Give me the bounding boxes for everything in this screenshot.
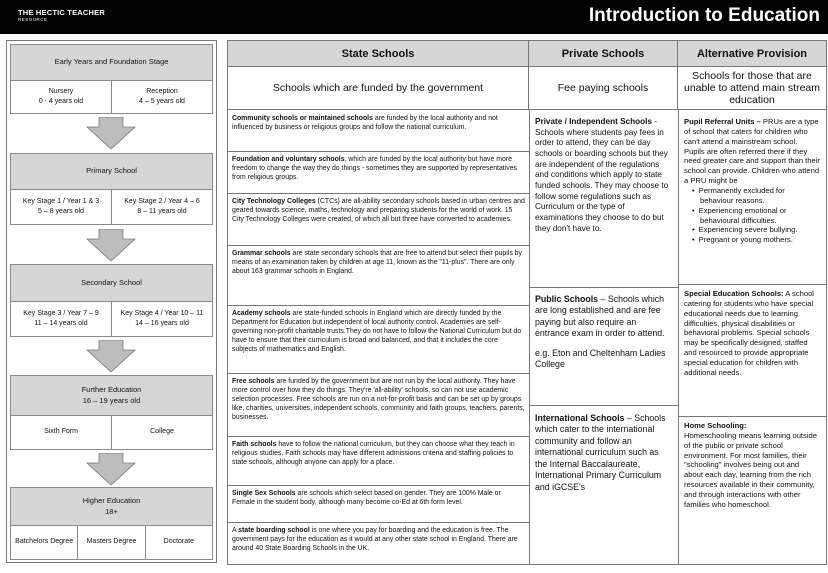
row-text: - Schools where students pay fees in order to attend, they can be day schools or boarding schools but they are independent of the regulations and conditions which apply to state funded schools. They may choose to follow some regulations such as Curriculum or the type of examinations they choose to do but they don't have to. [535,117,669,233]
list-item: • Pregnant or young mothers. [690,235,820,245]
state-row-faith [228,439,529,470]
stage-cell-masters [77,526,144,559]
state-row-boarding [228,525,529,556]
row-text: are state-funded schools in England which are directly funded by the Department for Education but independent of local authority control. Academies are self-governing non-profit charitable trusts.They do not have to follow the National Curriculum but do have to ensure that their curriculum is broad and balanced, and that it includes the core subjects of mathematics and English. [232,310,522,353]
row-prefix: A [232,527,239,534]
cell-label: Key Stage 2 / Year 4 – 6 [124,197,200,205]
row-heading: state boarding school [238,527,310,534]
list-item: • Experiencing emotional or behavioural difficulties. [690,206,820,226]
cell-age: 0 - 4 years old [38,98,84,105]
stage-cell-ks1 [11,190,111,224]
stage-primary [10,153,213,225]
row-divider [678,284,826,285]
cell-label: Reception [146,87,178,95]
row-text: (CTCs) are all-ability secondary schools based in urban centres and geared towards science, maths, technology and preparing students for the world of work. 15 City Technology Colleges were created, of which all but three have converted to academies. [232,198,525,223]
row-text: are state secondary schools that are free to attend but select their pupils by means of an examination taken by children at age 11, known as the "11-plus". There are only about 163 grammar schools in England. [232,250,522,275]
stage-cell-ks4 [111,302,212,336]
cell-label: Sixth Form [44,428,78,436]
stage-cell-nursery [11,81,111,113]
list-item: • Permanently excluded for behaviour reasons. [690,186,820,206]
cell-label: College [150,428,174,436]
row-divider [228,151,529,152]
stage-title: Further Education [81,385,142,395]
stage-title: Early Years and Foundation Stage [11,45,212,81]
alt-row-pru [678,115,826,247]
row-heading: Grammar schools [232,250,291,257]
cell-age: 5 – 8 years old [38,208,84,215]
row-heading: Public Schools [535,294,599,304]
row-heading: Home Schooling: [684,421,747,430]
state-row-academy [228,308,529,357]
row-heading: City Technology Colleges [232,198,316,205]
stage-higher [10,487,213,560]
stage-title-block [11,376,212,416]
stage-cell-reception [111,81,212,113]
row-heading: Faith schools [232,441,277,448]
row-divider [228,522,529,523]
private-row-public [529,292,678,373]
row-heading: Foundation and voluntary schools [232,156,345,163]
row-heading: Special Education Schools: [684,289,784,298]
row-heading: Private / Independent Schools [535,117,652,126]
row-text: is one where you pay for boarding and the education is free. The government pays for the education as it would at any other state school in England. There are around 40 State Boarding Schools in the UK. [232,527,518,552]
row-divider [678,416,826,417]
row-text: Homeschooling means learning outside of the public or private school environment. For most families, their "schooling" involves being out and about each day, learning from the rich resources available in their community, and through interactions with other families who homeschool. [684,430,817,509]
stage-cell-college [111,416,212,449]
down-arrow-icon [85,229,137,261]
cell-label: Masters Degree [86,538,137,546]
row-text: PRUs are a type of school that caters for children who can't attend a mainstream school. Pupils are often referred there if they need greater care and support than their school can provide. Children who attend a PRU might be [684,117,820,186]
row-divider [529,287,678,288]
cell-label: Key Stage 1 / Year 1 & 3 [22,197,100,205]
row-heading: Single Sex Schools [232,490,296,497]
brand-sub: RESOURCE [18,16,48,22]
row-example: e.g. Eton and Cheltenham Ladies College [535,347,666,370]
column-sub-private: Fee paying schools [529,67,678,110]
state-row-foundation [228,154,529,185]
cell-age: 4 – 5 years old [139,98,185,105]
row-heading: Free schools [232,378,275,385]
column-sub-state: Schools which are funded by the government [228,67,529,110]
column-header-private: Private Schools [529,41,678,67]
stage-title: Secondary School [11,265,212,302]
row-heading: International Schools [535,413,625,423]
row-text: , which are funded by the local authority but have more freedom to change the way they do things - sometimes they are supported by representatives from religious groups. [232,156,517,181]
stage-cell-doctorate [145,526,212,559]
stage-secondary [10,264,213,337]
cell-label: Doctorate [163,538,194,546]
state-row-grammar [228,248,529,279]
cell-label: Key Stage 4 / Year 10 – 11 [120,309,204,317]
row-divider [529,405,678,406]
cell-age: 8 – 11 years old [137,208,187,215]
state-row-community [228,113,529,135]
stage-title: Primary School [11,154,212,190]
brand-name: THE HECTIC TEACHER [18,8,105,17]
cell-age: 11 – 14 years old [34,320,88,327]
down-arrow-icon [85,340,137,372]
column-header-state: State Schools [228,41,529,67]
row-divider [228,373,529,374]
stage-cell-bachelors [11,526,77,559]
private-row-international [529,411,678,495]
stage-further [10,375,213,450]
down-arrow-icon [85,117,137,149]
cell-label: Key Stage 3 / Year 7 – 9 [23,309,99,317]
stage-age: 16 – 19 years old [82,395,141,405]
stage-cell-sixth-form [11,416,111,449]
down-arrow-icon [85,453,137,485]
row-heading: Community schools or maintained schools [232,115,373,122]
row-text: – Schools which cater to the international community and follow an international curriculum such as the Internal Baccalaureate, International Primary Curriculum and iGCSE's [535,413,666,492]
page-header [0,0,828,34]
row-text: – Schools which are long established and are fee paying but also require an entrance exam in order to attend. [535,294,665,339]
row-divider [228,305,529,306]
stage-age: 18+ [105,506,118,516]
list-item: • Experiencing severe bullying. [690,225,820,235]
row-heading: Pupil Referral Units – [684,117,761,126]
row-text: are funded by the local authority and not influenced by business or religious groups and follow the national curriculum. [232,115,498,131]
stage-cell-ks2 [111,190,212,224]
row-text: are funded by the government but are not run by the local authority. They have more control over how they do things. They're 'all-ability' schools, so can not use academic selection processes. Free schools are run on a not-for-profit basis and can be set up by groups like, charities, universities, independent schools, community and faith groups, teachers, parents, businesses. [232,378,525,421]
alt-row-special [678,287,826,380]
alt-row-home [678,419,826,512]
stage-title: Higher Education [82,496,141,506]
row-text: are schools which select based on gender. They are 100% Male or Female in the student body, although many become co-Ed at 6th form level. [232,490,501,506]
row-divider [228,436,529,437]
row-divider [228,193,529,194]
stage-title-block [11,488,212,526]
cell-label: Nursery [48,87,74,95]
stage-cell-ks3 [11,302,111,336]
cell-age: 14 – 16 years old [135,320,189,327]
row-text: A school catering for students who have special educational needs due to learning difficulties, physical disabilities or behavioral problems. Special schools may be specifically designed, staffed and resourced to provide appropriate special education for children with additional needs. [684,289,814,377]
cell-label: Batchelors Degree [15,538,74,546]
row-divider [228,245,529,246]
brand-logo [18,9,105,22]
education-flow [6,40,217,563]
column-sub-alternative: Schools for those that are unable to attend main stream education [678,67,826,110]
state-row-ctc [228,196,529,227]
stage-early-years [10,44,213,114]
private-row-independent [529,115,678,236]
row-heading: Academy schools [232,310,291,317]
row-text: have to follow the national curriculum, but they can choose what they teach in religious studies. Faith schools may have different admissions criteria and staffing policies to state schools, although anyone can apply for a place. [232,441,515,466]
state-row-free [228,376,529,425]
school-types-table [227,40,827,565]
row-divider [228,485,529,486]
column-header-alternative: Alternative Provision [678,41,826,67]
state-row-single-sex [228,488,529,510]
page-title: Introduction to Education [588,5,820,26]
pru-reason-list [690,186,820,245]
